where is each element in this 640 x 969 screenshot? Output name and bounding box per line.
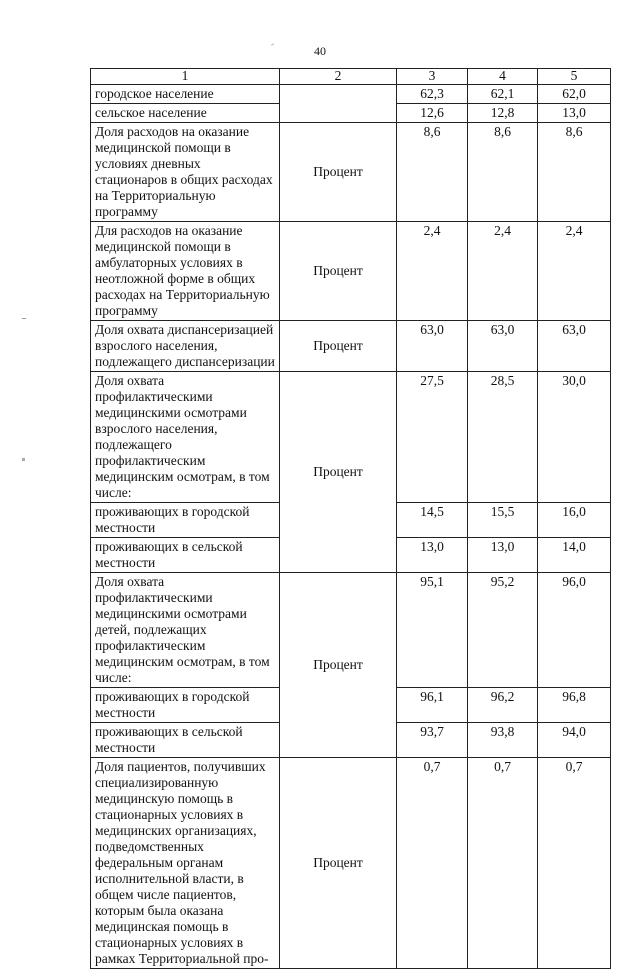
value-cell: 13,0 — [468, 538, 538, 573]
value-cell: 30,0 — [538, 372, 611, 503]
value-cell: 62,1 — [468, 85, 538, 104]
value-cell: 14,0 — [538, 538, 611, 573]
unit-cell: Процент — [280, 321, 397, 372]
value-cell: 95,2 — [468, 573, 538, 688]
header-cell: 1 — [91, 69, 280, 85]
value-cell: 2,4 — [538, 222, 611, 321]
table-row — [91, 758, 611, 969]
indicator-label: городское население — [91, 85, 280, 104]
value-cell: 94,0 — [538, 723, 611, 758]
value-cell: 0,7 — [468, 758, 538, 969]
header-cell: 5 — [538, 69, 611, 85]
page-number: 40 — [314, 44, 326, 58]
unit-cell: Процент — [280, 372, 397, 573]
indicator-label: Доля расходов на оказание медицинской помощи в условиях дневных стационаров в общих расходах на Территориальную программу — [91, 123, 280, 222]
value-cell: 62,3 — [397, 85, 468, 104]
unit-cell: Процент — [280, 123, 397, 222]
value-cell: 63,0 — [538, 321, 611, 372]
indicator-label: сельское население — [91, 104, 280, 123]
indicator-label: проживающих в городской местности — [91, 503, 280, 538]
value-cell: 2,4 — [397, 222, 468, 321]
scan-speck — [22, 458, 25, 461]
value-cell: 96,1 — [397, 688, 468, 723]
table-row — [91, 123, 611, 222]
header-cell: 4 — [468, 69, 538, 85]
value-cell: 27,5 — [397, 372, 468, 503]
table-row — [91, 573, 611, 688]
table-row — [91, 372, 611, 503]
value-cell: 96,0 — [538, 573, 611, 688]
value-cell: 63,0 — [468, 321, 538, 372]
value-cell: 14,5 — [397, 503, 468, 538]
value-cell: 16,0 — [538, 503, 611, 538]
indicator-label: Доля охвата диспансеризацией взрослого населения, подлежащего диспансеризации — [91, 321, 280, 372]
value-cell: 95,1 — [397, 573, 468, 688]
table-row — [91, 85, 611, 104]
unit-cell: Процент — [280, 222, 397, 321]
indicator-label: проживающих в городской местности — [91, 688, 280, 723]
value-cell: 28,5 — [468, 372, 538, 503]
value-cell: 13,0 — [538, 104, 611, 123]
value-cell: 63,0 — [397, 321, 468, 372]
scan-speck — [22, 318, 26, 319]
unit-cell: Процент — [280, 758, 397, 969]
value-cell: 12,6 — [397, 104, 468, 123]
value-cell: 8,6 — [397, 123, 468, 222]
indicators-table — [90, 68, 611, 969]
value-cell: 96,2 — [468, 688, 538, 723]
value-cell: 12,8 — [468, 104, 538, 123]
value-cell: 0,7 — [538, 758, 611, 969]
indicator-label: Доля охвата профилактическими медицинскими осмотрами взрослого населения, подлежащего профилактическим медицинским осмотрам, в том числе: — [91, 372, 280, 503]
value-cell: 13,0 — [397, 538, 468, 573]
value-cell: 2,4 — [468, 222, 538, 321]
header-cell: 2 — [280, 69, 397, 85]
value-cell: 8,6 — [538, 123, 611, 222]
value-cell: 96,8 — [538, 688, 611, 723]
value-cell: 93,8 — [468, 723, 538, 758]
value-cell: 0,7 — [397, 758, 468, 969]
value-cell: 8,6 — [468, 123, 538, 222]
header-cell: 3 — [397, 69, 468, 85]
indicator-label: проживающих в сельской местности — [91, 723, 280, 758]
indicator-label: Доля охвата профилактическими медицинскими осмотрами детей, подлежащих профилактическим медицинским осмотрам, в том числе: — [91, 573, 280, 688]
value-cell: 62,0 — [538, 85, 611, 104]
indicator-label: Для расходов на оказание медицинской помощи в амбулаторных условиях в неотложной форме в общих расходах на Территориальную программу — [91, 222, 280, 321]
indicator-label: проживающих в сельской местности — [91, 538, 280, 573]
unit-cell: Процент — [280, 573, 397, 758]
table-header-row — [91, 69, 611, 85]
table-row — [91, 222, 611, 321]
unit-cell — [280, 85, 397, 123]
value-cell: 15,5 — [468, 503, 538, 538]
table-row — [91, 321, 611, 372]
indicator-label: Доля пациентов, получивших специализированную медицинскую помощь в стационарных условиях в медицинских организациях, подведомственных федеральным органам исполнительной власти, в общем числе пациентов, которым была оказана медицинская помощь в стационарных условиях в рамках Территориальной про- — [91, 758, 280, 969]
value-cell: 93,7 — [397, 723, 468, 758]
